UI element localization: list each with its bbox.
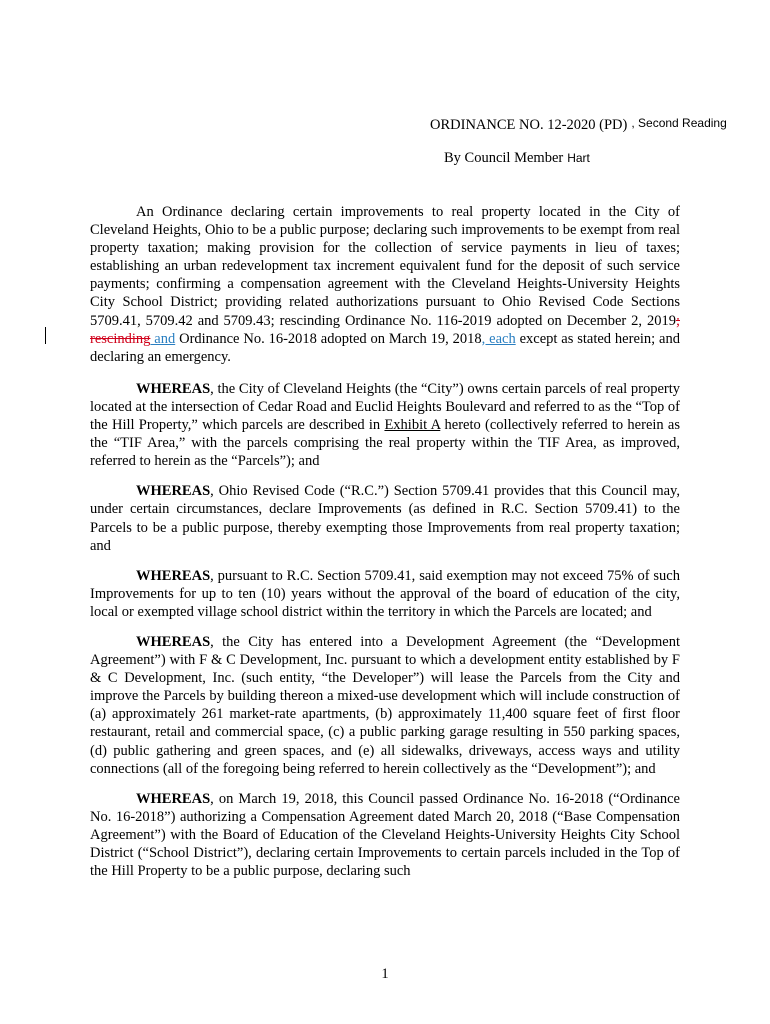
preamble-paragraph	[90, 203, 680, 366]
whereas-text: , the City has entered into a Development Agreement (the “Development Agreement”) with F & C Development, Inc. pursuant to which a development entity established by F & C Development, Inc. (such entity, “the Developer”) will lease the Parcels from the City and improve the Parcels by building thereon a mixed-use development which will include construction of (a) approximately 261 market-rate apartments, (b) approximately 11,400 square feet of first floor restaurant, retail and commercial space, (c) a public parking garage resulting in 550 parking spaces, (d) public gathering and green spaces, and (e) all sidewalks, driveways, access ways and utility connections (all of the foregoing being referred to herein collectively as the “Development”); and	[90, 633, 680, 777]
whereas-label: WHEREAS	[136, 483, 211, 500]
whereas-text: , Ohio Revised Code (“R.C.”) Section 5709.41 provides that this Council may, under certain circumstances, declare Improvements (as defined in R.C. Section 5709.41) to the Parcels to be a public purpose, thereby exempting those Improvements from real property taxation; and	[90, 483, 680, 554]
ordinance-number: ORDINANCE NO. 12-2020 (PD)	[430, 117, 628, 133]
whereas-label: WHEREAS	[136, 790, 211, 807]
whereas-paragraph	[90, 567, 680, 621]
reading-annotation: , Second Reading	[631, 116, 727, 130]
exhibit-reference: Exhibit A	[384, 417, 441, 434]
whereas-paragraph	[90, 482, 680, 554]
whereas-paragraph	[90, 790, 680, 880]
by-council-member-label: By Council Member	[444, 150, 564, 166]
whereas-paragraph	[90, 380, 680, 470]
council-member-name: Hart	[567, 151, 590, 165]
ordinance-number-line	[430, 117, 727, 134]
whereas-label: WHEREAS	[136, 633, 211, 650]
whereas-paragraph	[90, 633, 680, 778]
whereas-text-cont: hereto (collectively referred to herein as the “TIF Area,” with the parcels comprising the real property within the TIF Area, as improved, referred to herein as the “Parcels”); and	[90, 417, 680, 470]
whereas-text: , the City of Cleveland Heights (the “City”) owns certain parcels of real property located at the intersection of Cedar Road and Euclid Heights Boulevard and referred to as the “Top of the Hill Property,” which parcels are described in	[90, 380, 680, 434]
council-member-line	[444, 150, 590, 167]
preamble-text: An Ordinance declaring certain improvements to real property located in the City of Cleveland Heights, Ohio to be a public purpose; declaring such improvements to be exempt from real property taxation; making provision for the collection of service payments in lieu of taxes; establishing an urban redevelopment tax increment equivalent fund for the deposit of such service payments; confirming a compensation agreement with the Cleveland Heights-University Heights City School District; providing related authorizations pursuant to Ohio Revised Code Sections 5709.41, 5709.42 and 5709.43; rescinding Ordinance No. 116-2019 adopted on December 2, 2019	[90, 204, 680, 329]
preamble-text-2: Ordinance No. 16-2018 adopted on March 19, 2018	[175, 330, 482, 347]
revision-change-bar	[45, 327, 46, 344]
whereas-label: WHEREAS	[136, 567, 211, 584]
whereas-text: , on March 19, 2018, this Council passed Ordinance No. 16-2018 (“Ordinance No. 16-2018”) authorizing a Compensation Agreement dated March 20, 2018 (“Base Compensation Agreement”) with the Board of Education of the Cleveland Heights-University Heights City School District (“School District”), declaring certain Improvements to certain parcels included in the Top of the Hill Property to be a public purpose, declaring such	[90, 790, 680, 880]
page-number: 1	[381, 966, 389, 982]
inserted-text: and	[150, 330, 176, 347]
preamble-text-3: except as stated herein; and declaring an emergency.	[90, 330, 680, 365]
whereas-text: , pursuant to R.C. Section 5709.41, said exemption may not exceed 75% of such Improvements for up to ten (10) years without the approval of the board of education of the city, local or exempted village school district within the territory in which the Parcels are located; and	[90, 567, 680, 620]
ordinance-body	[90, 203, 680, 892]
inserted-text-2: , each	[481, 330, 516, 347]
whereas-label: WHEREAS	[136, 380, 211, 397]
deleted-text: ; rescinding	[90, 312, 680, 347]
